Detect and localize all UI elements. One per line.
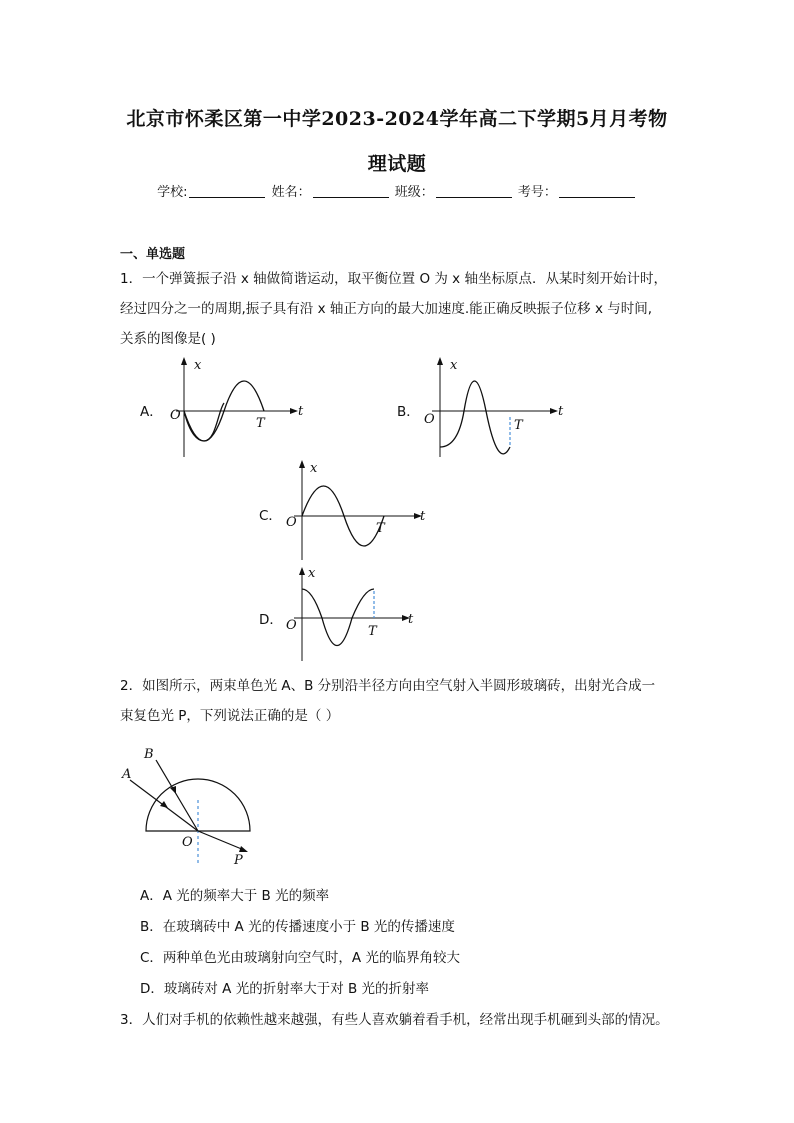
question-2-choice-c[interactable]: C．两种单色光由玻璃射向空气时，A 光的临界角较大 [140,950,460,966]
option-a-t-label: t [298,404,304,419]
page-title: 北京市怀柔区第一中学2023-2024学年高二下学期5月月考物 [126,108,668,130]
question-1-line-1: 1．一个弹簧振子沿 x 轴做简谐运动，取平衡位置 O 为 x 轴坐标原点．从某时刻开始计时， [120,271,667,287]
class-label: 班级： [394,185,434,200]
option-d-period-label: T [368,624,377,639]
option-a-label[interactable]: A． [140,404,163,420]
option-b-t-label: t [558,404,564,419]
school-label: 学校: [157,185,188,200]
option-c-origin-label: O [286,515,297,530]
option-c-x-label: x [310,461,318,476]
figure-label-o: O [182,835,193,850]
option-d-x-label: x [308,566,316,581]
figure-label-a: A [122,767,132,782]
name-blank[interactable] [313,185,389,198]
name-label: 姓名： [271,185,311,200]
option-c-label[interactable]: C． [259,508,282,524]
class-blank[interactable] [436,185,512,198]
option-c-period-label: T [376,521,385,536]
option-a-graph[interactable] [160,355,310,460]
section-title: 一、单选题 [120,247,186,262]
option-b-label[interactable]: B． [397,404,420,420]
option-d-t-label: t [408,612,414,627]
student-info-line [0,181,794,200]
question-2-choice-a[interactable]: A．A 光的频率大于 B 光的频率 [140,888,330,904]
option-d-graph[interactable] [280,563,430,663]
option-d-label[interactable]: D． [259,612,283,628]
question-2-line-1: 2．如图所示，两束单色光 A、B 分别沿半径方向由空气射入半圆形玻璃砖，出射光合成一 [120,678,656,694]
question-2-text [120,671,680,731]
option-a-period-label: T [256,416,265,431]
exam-no-label: 考号： [517,185,557,200]
question-1-text [120,264,680,354]
option-a-x-label: x [194,358,202,373]
page-title-continued: 理试题 [367,153,427,175]
option-c-graph[interactable] [280,458,430,563]
exam-no-blank[interactable] [559,185,635,198]
question-2-figure [114,740,264,870]
question-1-line-2: 经过四分之一的周期,振子具有沿 x 轴正方向的最大加速度.能正确反映振子位移 x 与时间, [120,301,653,317]
option-b-period-label: T [514,418,523,433]
option-a-origin-label: O [170,408,181,423]
figure-label-b: B [144,747,154,762]
figure-label-p: P [234,853,243,868]
option-d-origin-label: O [286,618,297,633]
question-2-choice-d[interactable]: D．玻璃砖对 A 光的折射率大于对 B 光的折射率 [140,981,430,997]
option-b-origin-label: O [424,412,435,427]
option-b-graph[interactable] [418,355,568,460]
option-b-x-label: x [450,358,458,373]
school-blank[interactable] [189,185,265,198]
question-3-line-1: 3．人们对手机的依赖性越来越强，有些人喜欢躺着看手机，经常出现手机砸到头部的情况。 [120,1012,669,1028]
question-2-choice-b[interactable]: B．在玻璃砖中 A 光的传播速度小于 B 光的传播速度 [140,919,455,935]
question-3-text [120,1005,700,1035]
question-2-line-2: 束复色光 P，下列说法正确的是（ ） [120,708,340,724]
option-c-t-label: t [420,509,426,524]
question-1-line-3: 关系的图像是( ) [120,331,216,347]
